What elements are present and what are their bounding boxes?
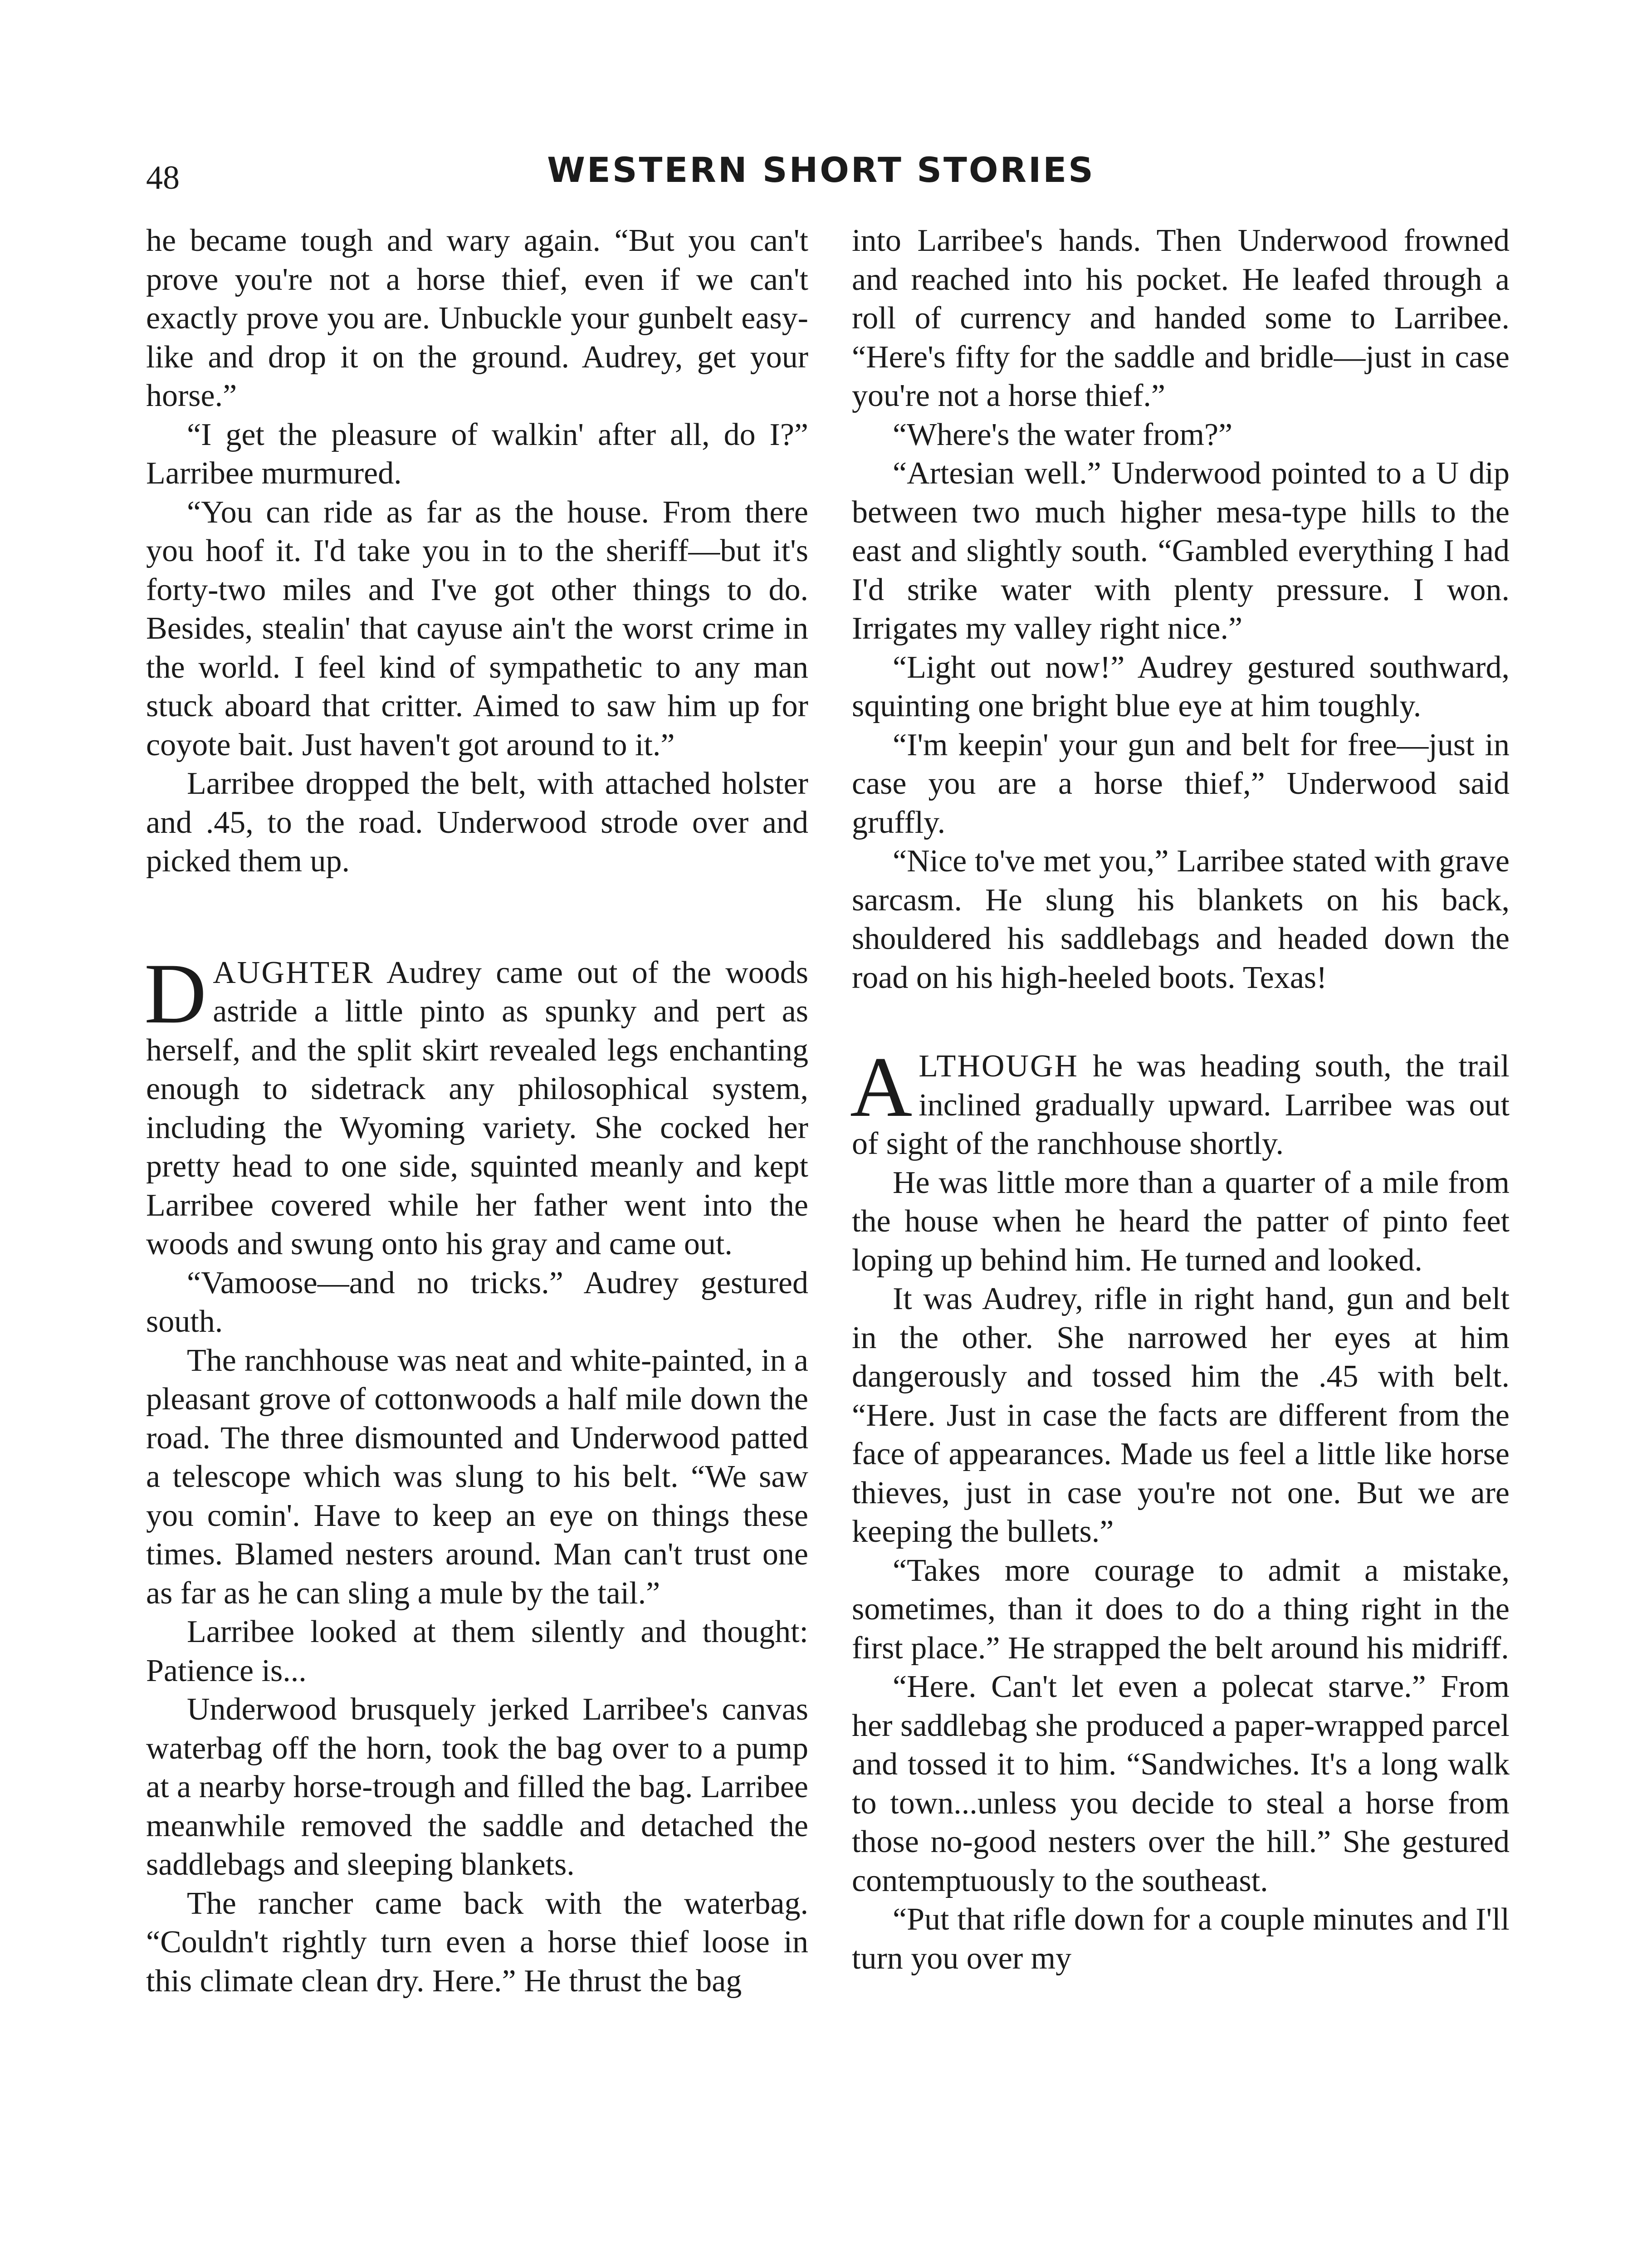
paragraph: “I'm keepin' your gun and belt for free—just in case you are a horse thief,” Underwood said gruffly. [852, 727, 1510, 840]
paragraph: “Light out now!” Audrey gestured southward, squinting one bright blue eye at him toughly. [852, 650, 1510, 723]
paragraph: “Where's the water from?” [893, 417, 1233, 452]
drop-cap: A [850, 1040, 913, 1135]
paragraph: The ranchhouse was neat and white-painted, in a pleasant grove of cottonwoods a half mile down the road. The three dismounted and Underwood patted a telescope which was slung to his belt. “We saw you comin'. Have to keep an eye on things these times. Blamed nesters around. Man can't trust one as far as he can sling a mule by the tail.” [146, 1343, 808, 1611]
paragraph-text: he was heading south, the trail inclined gradually upward. Larribee was out of sight of the ranchhouse shortly. [852, 1049, 1510, 1161]
paragraph: He was little more than a quarter of a mile from the house when he heard the patter of pinto feet loping up behind him. He turned and looked. [852, 1165, 1510, 1278]
paragraph: “Put that rifle down for a couple minutes and I'll turn you over my [852, 1902, 1510, 1976]
paragraph: Larribee looked at them silently and thought: Patience is... [146, 1614, 808, 1688]
paragraph: “I get the pleasure of walkin' after all, do I?” Larribee murmured. [146, 417, 808, 491]
paragraph: Larribee dropped the belt, with attached holster and .45, to the road. Underwood strode over and picked them up. [146, 766, 808, 879]
page-number: 48 [146, 159, 180, 196]
paragraph: “Here. Can't let even a polecat starve.” From her saddlebag she produced a paper-wrapped parcel and tossed it to him. “Sandwiches. It's a long walk to town...unless you decide to steal a horse from those no-good nesters over the hill.” She gestured contemptuously to the southeast. [852, 1669, 1510, 1898]
paragraph: he became tough and wary again. “But you can't prove you're not a horse thief, even if we can't exactly prove you are. Unbuckle your gunbelt easy-like and drop it on the ground. Audrey, get your horse.” [146, 223, 808, 413]
lead-in: AUGHTER [213, 955, 374, 990]
left-column [146, 221, 808, 2000]
section-break [146, 881, 808, 953]
section-break [852, 997, 1510, 1047]
lead-in: LTHOUGH [919, 1049, 1079, 1084]
drop-cap: D [144, 946, 207, 1041]
paragraph: The rancher came back with the waterbag. “Couldn't rightly turn even a horse thief loose in this climate clean dry. Here.” He thrust the bag [146, 1886, 808, 1999]
right-column [852, 221, 1510, 1978]
paragraph: “Artesian well.” Underwood pointed to a U dip between two much higher mesa-type hills to the east and slightly south. “Gambled everything I had I'd strike water with plenty pressure. I won. Irrigates my valley right nice.” [852, 456, 1510, 646]
running-head: WESTERN SHORT STORIES [547, 150, 1095, 190]
section-opening-paragraph [144, 946, 808, 1264]
paragraph: “Takes more courage to admit a mistake, sometimes, than it does to do a thing right in the first place.” He strapped the belt around his midriff. [852, 1553, 1510, 1666]
paragraph: “Nice to've met you,” Larribee stated with grave sarcasm. He slung his blankets on his back, shouldered his saddlebags and headed down the road on his high-heeled boots. Texas! [852, 844, 1510, 995]
paragraph: It was Audrey, rifle in right hand, gun and belt in the other. She narrowed her eyes at him dangerously and tossed him the .45 with belt. “Here. Just in case the facts are different from the face of appearances. Made us feel a little like horse thieves, just in case you're not one. But we are keeping the bullets.” [852, 1281, 1510, 1549]
paragraph: “Vamoose—and no tricks.” Audrey gestured south. [146, 1265, 808, 1339]
section-opening-paragraph [850, 1040, 1510, 1163]
paragraph: “You can ride as far as the house. From there you hoof it. I'd take you in to the sheriff—but it's forty-two miles and I've got other things to do. Besides, stealin' that cayuse ain't the worst crime in the world. I feel kind of sympathetic to any man stuck aboard that critter. Aimed to saw him up for coyote bait. Just haven't got around to it.” [146, 494, 808, 763]
paragraph: Underwood brusquely jerked Larribee's canvas waterbag off the horn, took the bag over to a pump at a nearby horse-trough and filled the bag. Larribee meanwhile removed the saddle and detached the saddlebags and sleeping blankets. [146, 1692, 808, 1882]
paragraph-text: Audrey came out of the woods astride a little pinto as spunky and pert as herself, and the split skirt revealed legs enchanting enough to sidetrack any philosophical system, including the Wyoming variety. She cocked her pretty head to one side, squinted meanly and kept Larribee covered while her father went into the woods and swung onto his gray and came out. [146, 955, 808, 1261]
paragraph: into Larribee's hands. Then Underwood frowned and reached into his pocket. He leafed through a roll of currency and handed some to Larribee. “Here's fifty for the saddle and bridle—just in case you're not a horse thief.” [852, 223, 1510, 413]
